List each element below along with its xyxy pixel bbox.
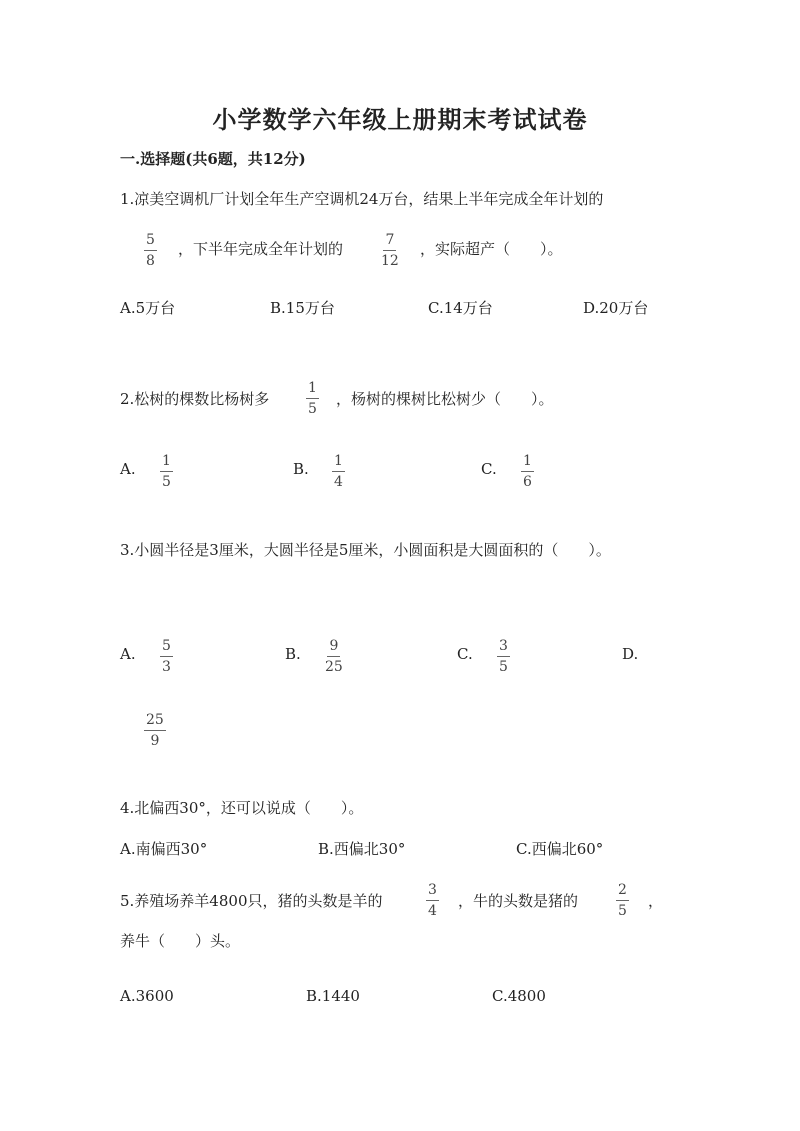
fraction-numerator: 1 bbox=[332, 454, 345, 472]
question-5-text: 5.养殖场养羊4800只，猪的头数是羊的 bbox=[120, 892, 383, 910]
question-5-option-b[interactable]: B.1440 bbox=[306, 987, 360, 1005]
fraction-numerator: 7 bbox=[383, 233, 396, 251]
question-5-option-c[interactable]: C.4800 bbox=[492, 987, 546, 1005]
fraction-numerator: 1 bbox=[521, 454, 534, 472]
question-3-option-b-fraction bbox=[325, 639, 343, 674]
question-1-option-d[interactable]: D.20万台 bbox=[583, 299, 649, 317]
fraction-denominator: 8 bbox=[146, 253, 155, 269]
question-1-text: 1.凉美空调机厂计划全年生产空调机24万台，结果上半年完成全年计划的 bbox=[120, 190, 604, 208]
question-5-mid-text: ，牛的头数是猪的 bbox=[458, 892, 579, 910]
question-2-text: 2.松树的棵数比杨树多 bbox=[120, 390, 270, 408]
question-4-option-a[interactable]: A.南偏西30° bbox=[120, 840, 208, 858]
fraction-numerator: 3 bbox=[426, 883, 439, 901]
fraction-denominator: 4 bbox=[334, 474, 343, 490]
question-2-tail-text: ，杨树的棵树比松树少（ ）。 bbox=[336, 390, 554, 408]
fraction-numerator: 5 bbox=[144, 233, 157, 251]
question-2-fraction bbox=[306, 381, 319, 416]
fraction-denominator: 5 bbox=[499, 659, 508, 675]
question-3-option-a-fraction bbox=[160, 639, 173, 674]
fraction-numerator: 3 bbox=[497, 639, 510, 657]
question-3-option-b[interactable]: B. bbox=[285, 645, 301, 663]
question-2-option-c[interactable]: C. bbox=[481, 460, 497, 478]
question-5-line2: 养牛（ ）头。 bbox=[120, 932, 241, 950]
fraction-denominator: 5 bbox=[162, 474, 171, 490]
question-2-option-a-fraction bbox=[160, 454, 173, 489]
question-1-option-c[interactable]: C.14万台 bbox=[428, 299, 493, 317]
question-4-text: 4.北偏西30°，还可以说成（ ）。 bbox=[120, 799, 364, 817]
fraction-denominator: 4 bbox=[428, 903, 437, 919]
question-5-fraction-2 bbox=[616, 883, 629, 918]
question-4-option-c[interactable]: C.西偏北60° bbox=[516, 840, 604, 858]
question-1-tail-text: ，实际超产（ ）。 bbox=[420, 240, 563, 258]
question-5-fraction-1 bbox=[426, 883, 439, 918]
question-1-option-b[interactable]: B.15万台 bbox=[270, 299, 335, 317]
fraction-denominator: 12 bbox=[381, 253, 399, 269]
fraction-numerator: 1 bbox=[306, 381, 319, 399]
page-title: 小学数学六年级上册期末考试试卷 bbox=[212, 105, 588, 134]
section-heading: 一.选择题(共6题，共12分) bbox=[120, 150, 306, 168]
question-3-option-c-fraction bbox=[497, 639, 510, 674]
question-1-option-a[interactable]: A.5万台 bbox=[120, 299, 176, 317]
fraction-numerator: 25 bbox=[144, 713, 166, 731]
question-1-fraction-2 bbox=[381, 233, 399, 268]
question-3-option-d[interactable]: D. bbox=[622, 645, 639, 663]
fraction-numerator: 9 bbox=[327, 639, 340, 657]
fraction-denominator: 5 bbox=[618, 903, 627, 919]
question-3-text: 3.小圆半径是3厘米，大圆半径是5厘米，小圆面积是大圆面积的（ ）。 bbox=[120, 541, 611, 559]
question-3-option-a[interactable]: A. bbox=[120, 645, 136, 663]
fraction-denominator: 3 bbox=[162, 659, 171, 675]
question-3-option-c[interactable]: C. bbox=[457, 645, 473, 663]
fraction-denominator: 25 bbox=[325, 659, 343, 675]
fraction-numerator: 1 bbox=[160, 454, 173, 472]
question-2-option-a[interactable]: A. bbox=[120, 460, 136, 478]
fraction-denominator: 5 bbox=[308, 401, 317, 417]
fraction-numerator: 5 bbox=[160, 639, 173, 657]
question-2-option-b[interactable]: B. bbox=[293, 460, 309, 478]
question-1-fraction-1 bbox=[144, 233, 157, 268]
fraction-numerator: 2 bbox=[616, 883, 629, 901]
question-4-option-b[interactable]: B.西偏北30° bbox=[318, 840, 406, 858]
question-5-option-a[interactable]: A.3600 bbox=[120, 987, 174, 1005]
question-3-option-d-fraction bbox=[144, 713, 166, 748]
question-1-mid-text: ，下半年完成全年计划的 bbox=[178, 240, 344, 258]
question-2-option-b-fraction bbox=[332, 454, 345, 489]
fraction-denominator: 6 bbox=[523, 474, 532, 490]
question-5-comma: ， bbox=[648, 892, 664, 910]
fraction-denominator: 9 bbox=[150, 733, 160, 749]
question-2-option-c-fraction bbox=[521, 454, 534, 489]
